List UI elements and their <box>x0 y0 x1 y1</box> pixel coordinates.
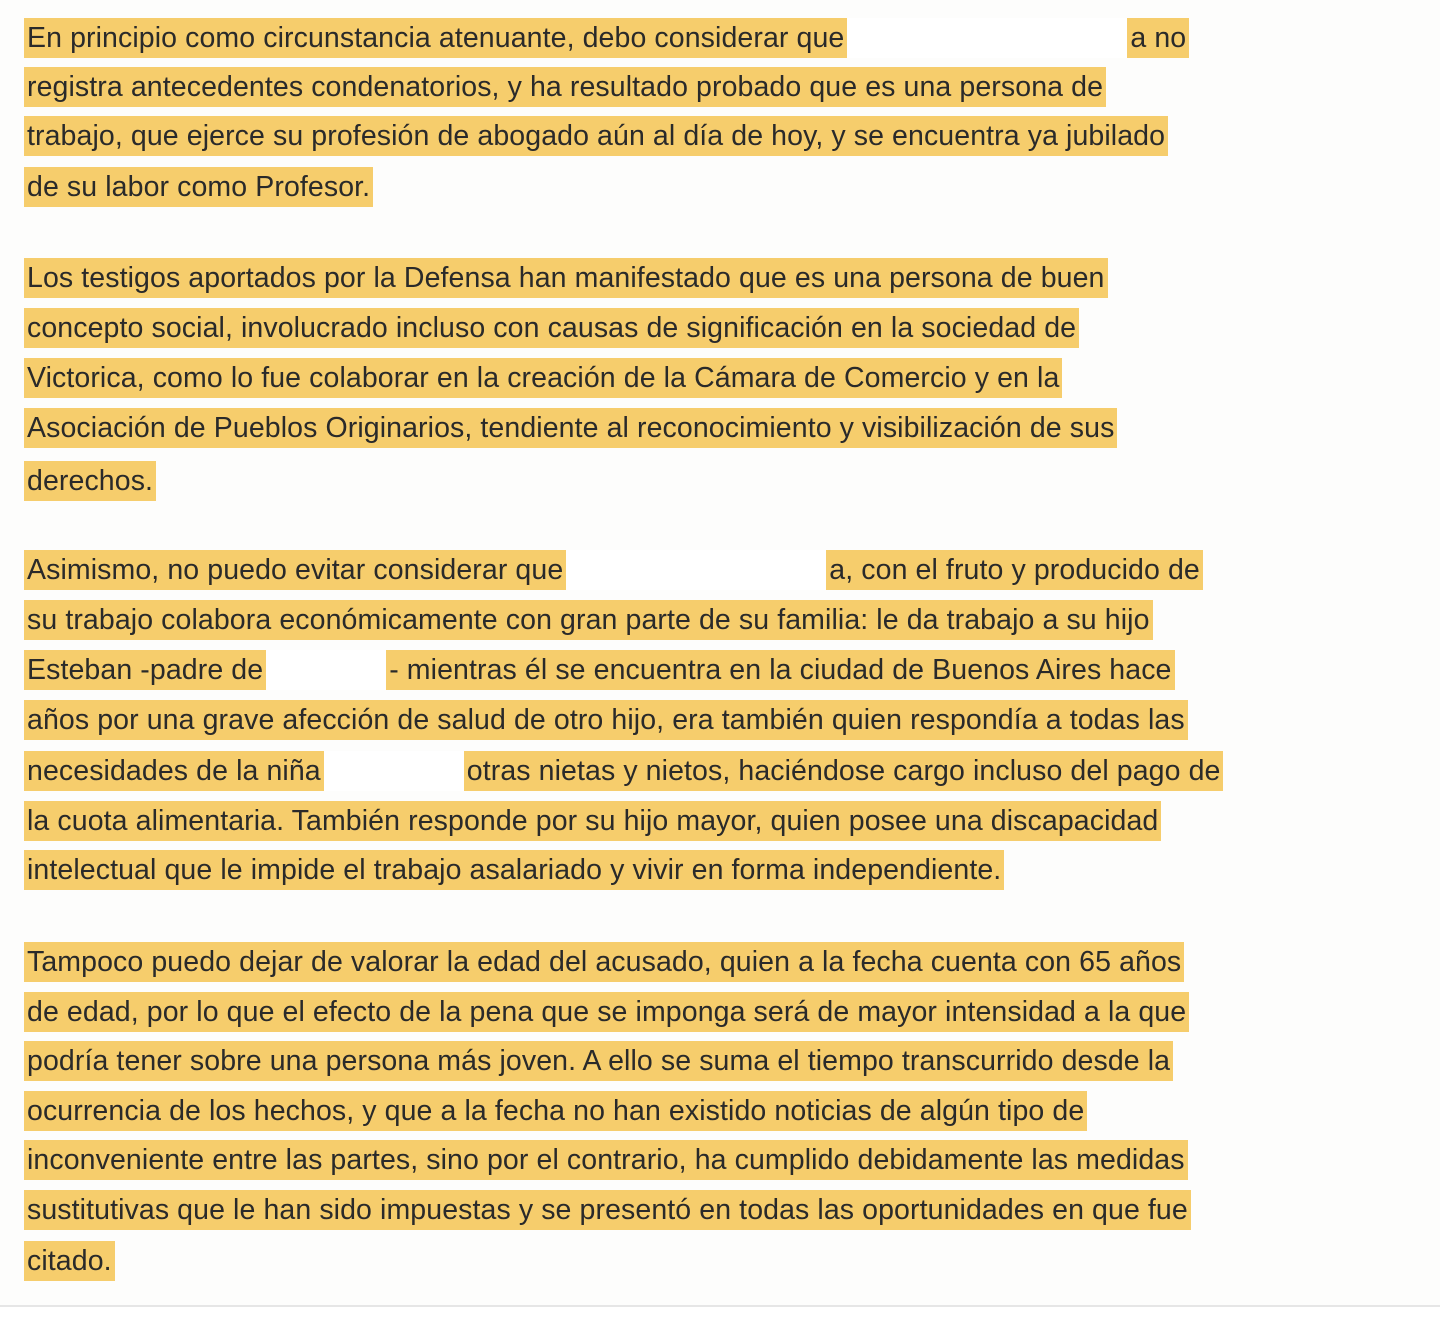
highlighted-text: intelectual que le impide el trabajo asalariado y vivir en forma independiente. <box>24 850 1004 890</box>
highlighted-text: de edad, por lo que el efecto de la pena que se imponga será de mayor intensidad a la que <box>24 992 1189 1032</box>
text-line <box>24 650 1175 699</box>
text-line <box>24 408 1117 457</box>
highlighted-text: ocurrencia de los hechos, y que a la fecha no han existido noticias de algún tipo de <box>24 1091 1087 1131</box>
text-line <box>24 942 1184 991</box>
text-line <box>24 1041 1173 1090</box>
redaction-box <box>266 650 386 690</box>
highlighted-text: podría tener sobre una persona más joven. A ello se suma el tiempo transcurrido desde la <box>24 1041 1173 1081</box>
highlighted-text: sustitutivas que le han sido impuestas y se presentó en todas las oportunidades en que fue <box>24 1190 1191 1230</box>
text-line <box>24 258 1108 307</box>
text-line <box>24 1190 1191 1239</box>
highlighted-text: citado. <box>24 1241 115 1281</box>
highlighted-text: a no <box>1127 18 1189 58</box>
highlighted-text: - mientras él se encuentra en la ciudad de Buenos Aires hace <box>386 650 1174 690</box>
text-line <box>24 308 1079 357</box>
text-line <box>24 116 1168 165</box>
highlighted-text: Asimismo, no puedo evitar considerar que <box>24 550 566 590</box>
text-line <box>24 1241 115 1290</box>
highlighted-text: registra antecedentes condenatorios, y ha resultado probado que es una persona de <box>24 67 1106 107</box>
highlighted-text: a, con el fruto y producido de <box>826 550 1203 590</box>
highlighted-text: otras nietas y nietos, haciéndose cargo incluso del pago de <box>464 751 1224 791</box>
text-line <box>24 167 373 216</box>
highlighted-text: necesidades de la niña <box>24 751 324 791</box>
text-line <box>24 461 156 510</box>
text-line <box>24 18 1189 67</box>
text-line <box>24 850 1004 899</box>
text-line <box>24 1140 1188 1189</box>
highlighted-text: Victorica, como lo fue colaborar en la creación de la Cámara de Comercio y en la <box>24 358 1062 398</box>
text-line <box>24 992 1189 1041</box>
highlighted-text: Asociación de Pueblos Originarios, tendiente al reconocimiento y visibilización de sus <box>24 408 1117 448</box>
highlighted-text: derechos. <box>24 461 156 501</box>
highlighted-text: Tampoco puedo dejar de valorar la edad del acusado, quien a la fecha cuenta con 65 años <box>24 942 1184 982</box>
highlighted-text: años por una grave afección de salud de otro hijo, era también quien respondía a todas las <box>24 700 1188 740</box>
text-line <box>24 550 1203 599</box>
text-line <box>24 358 1062 407</box>
highlighted-text: trabajo, que ejerce su profesión de abogado aún al día de hoy, y se encuentra ya jubilado <box>24 116 1168 156</box>
highlighted-text: su trabajo colabora económicamente con gran parte de su familia: le da trabajo a su hijo <box>24 600 1153 640</box>
text-line <box>24 67 1106 116</box>
text-line <box>24 1091 1087 1140</box>
redaction-box <box>324 751 464 791</box>
text-line <box>24 801 1161 850</box>
text-line <box>24 700 1188 749</box>
text-line <box>24 600 1153 649</box>
highlighted-text: la cuota alimentaria. También responde por su hijo mayor, quien posee una discapacidad <box>24 801 1161 841</box>
text-line <box>24 751 1223 800</box>
highlighted-text: inconveniente entre las partes, sino por el contrario, ha cumplido debidamente las medidas <box>24 1140 1188 1180</box>
page-bottom-divider <box>0 1305 1440 1307</box>
redaction-box <box>847 18 1127 58</box>
highlighted-text: Esteban -padre de <box>24 650 266 690</box>
highlighted-text: de su labor como Profesor. <box>24 167 373 207</box>
highlighted-text: En principio como circunstancia atenuante, debo considerar que <box>24 18 847 58</box>
redaction-box <box>566 550 826 590</box>
highlighted-text: concepto social, involucrado incluso con causas de significación en la sociedad de <box>24 308 1079 348</box>
highlighted-text: Los testigos aportados por la Defensa han manifestado que es una persona de buen <box>24 258 1108 298</box>
